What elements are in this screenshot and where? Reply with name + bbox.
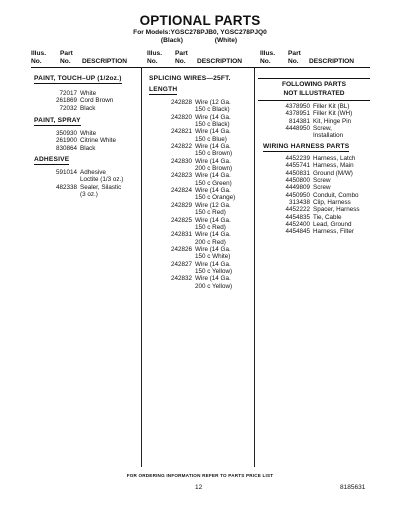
part-number: 482338 [55, 183, 77, 191]
list-item [149, 209, 235, 216]
part-number [149, 121, 192, 128]
paint-touch-up-list [34, 90, 113, 112]
part-number [149, 224, 192, 231]
part-description: Adhesive [80, 169, 106, 176]
paint-spray-heading: PAINT, SPRAY [34, 117, 81, 124]
part-label: Part [175, 50, 188, 57]
part-number: 261869 [55, 97, 77, 105]
part-description: Wire (14 Ga. [195, 231, 231, 239]
paint-spray-list [34, 130, 116, 152]
part-description: Wire (14 Ga. [195, 275, 231, 283]
list-item [34, 176, 123, 183]
wiring-harness-heading: WIRING HARNESS PARTS [263, 143, 350, 150]
color-white-label: (White) [214, 36, 238, 44]
adhesive-list [34, 169, 123, 198]
part-description: 200 c Yellow) [195, 282, 233, 290]
part-number [149, 209, 192, 216]
list-item [149, 231, 235, 238]
part-number: 242820 [170, 113, 192, 121]
part-description: Clip, Harness [313, 199, 351, 207]
part-number [149, 283, 192, 290]
illus-label: Illus. [31, 50, 47, 57]
part-description: Spacer, Harness [313, 206, 360, 214]
list-item [149, 202, 235, 209]
part-description: Wire (14 Ga. [195, 216, 231, 224]
description-label: DESCRIPTION [309, 58, 355, 65]
list-item [262, 228, 360, 235]
list-item [262, 103, 352, 110]
part-description: Screw, [313, 125, 332, 133]
part-number: 72017 [59, 90, 77, 97]
part-description: Wire (14 Ga. [195, 143, 231, 151]
part-description: Cord Brown [80, 97, 114, 105]
illus-no-label: No. [31, 58, 42, 65]
part-number: 4450950 [285, 191, 310, 199]
column-divider-2 [254, 67, 255, 467]
part-number: 242829 [170, 201, 192, 209]
column-divider-1 [141, 67, 142, 467]
part-description: Filler Kit (WH) [313, 110, 353, 118]
part-number: 4452400 [285, 221, 310, 229]
part-description: Harness, Latch [313, 155, 356, 162]
adhesive-heading: ADHESIVE [34, 156, 70, 163]
list-item [262, 125, 352, 132]
part-description: Conduit, Combo [313, 191, 359, 199]
part-description: Loctite (1/3 oz.) [80, 176, 124, 184]
part-description: 150 c Red) [195, 223, 226, 231]
part-description: 150 c Orange) [195, 194, 236, 202]
list-item [149, 275, 235, 282]
part-label: Part [288, 50, 301, 57]
part-description: Wire (14 Ga. [195, 157, 231, 165]
part-number [262, 132, 310, 139]
part-number: 242827 [170, 260, 192, 268]
part-number: 242821 [170, 128, 192, 136]
list-item [34, 169, 123, 176]
part-description: Sealer, Silastic [80, 183, 122, 191]
part-description: Tie, Cable [313, 213, 342, 221]
header-rule [31, 67, 370, 68]
part-number [149, 194, 192, 201]
list-item [262, 170, 360, 177]
list-item [262, 162, 360, 169]
page-number: 12 [195, 484, 203, 491]
paint-touch-up-heading: PAINT, TOUCH–UP (1/2oz.) [34, 75, 122, 82]
part-number: 4448950 [285, 125, 310, 133]
illus-label: Illus. [147, 50, 163, 57]
not-illustrated-list [262, 103, 352, 140]
list-item [149, 99, 235, 106]
part-description: 150 c Blue) [195, 135, 227, 143]
color-black-label: (Black) [160, 36, 183, 44]
list-item [149, 136, 235, 143]
part-number: 242832 [170, 275, 192, 283]
part-number: 4455741 [285, 162, 310, 170]
part-description: 150 c Black) [195, 121, 230, 129]
list-item [262, 177, 360, 184]
part-number: 242822 [170, 143, 192, 151]
part-number: 242823 [170, 172, 192, 180]
part-description: Wire (12 Ga. [195, 201, 231, 209]
part-description: Wire (14 Ga. [195, 260, 231, 268]
list-item [149, 106, 235, 113]
list-item [149, 158, 235, 165]
illus-label: Illus. [260, 50, 276, 57]
list-item [149, 150, 235, 157]
list-item [149, 172, 235, 179]
list-item [149, 268, 235, 275]
list-item [34, 105, 113, 112]
part-number [34, 176, 77, 183]
list-item [149, 261, 235, 268]
part-number: 4449809 [285, 184, 310, 192]
part-number [149, 239, 192, 246]
part-number: 242831 [170, 231, 192, 239]
list-item [34, 130, 116, 137]
part-description: 150 c White) [195, 253, 231, 261]
page-title: OPTIONAL PARTS [139, 13, 261, 28]
list-item [149, 143, 235, 150]
part-description: White [80, 130, 97, 137]
part-description: 150 c Black) [195, 106, 230, 114]
part-description: 150 c Yellow) [195, 267, 233, 275]
part-description: Wire (14 Ga. [195, 187, 231, 195]
part-description: Wire (14 Ga. [195, 128, 231, 136]
list-item [262, 110, 352, 117]
part-description: Wire (14 Ga. [195, 113, 231, 121]
part-description: White [80, 90, 97, 97]
part-label: Part [60, 50, 73, 57]
list-item [149, 194, 235, 201]
part-number: 814381 [288, 117, 310, 125]
part-number: 350930 [55, 130, 77, 137]
part-description: Wire (14 Ga. [195, 245, 231, 253]
part-number: 313438 [288, 199, 310, 207]
document-number: 8185631 [340, 484, 366, 491]
part-description: Screw [313, 184, 331, 192]
part-number: 242824 [170, 187, 192, 195]
list-item [149, 187, 235, 194]
part-number [149, 268, 192, 275]
part-description: Harness, Filter [313, 228, 354, 236]
part-number: 242830 [170, 157, 192, 165]
not-illustrated-heading-line2: NOT ILLUSTRATED [283, 89, 345, 97]
part-number: 242828 [170, 99, 192, 106]
list-item [149, 121, 235, 128]
part-description: (3 oz.) [80, 191, 98, 199]
part-description: 150 c Brown) [195, 150, 233, 158]
list-item [262, 192, 360, 199]
list-item [262, 132, 352, 139]
part-number: 4452222 [285, 206, 310, 214]
list-item [34, 90, 113, 97]
part-number: 261900 [55, 137, 77, 145]
list-item [149, 128, 235, 135]
list-item [262, 184, 360, 191]
part-number: 4452239 [285, 155, 310, 162]
description-label: DESCRIPTION [82, 58, 128, 65]
list-item [149, 217, 235, 224]
part-number [34, 191, 77, 198]
part-number [149, 106, 192, 113]
part-number: 591014 [55, 169, 77, 176]
list-item [34, 191, 123, 198]
part-description: Installation [313, 132, 344, 140]
not-illustrated-heading [258, 78, 370, 101]
list-item [149, 114, 235, 121]
part-description: Harness, Main [313, 162, 354, 170]
part-description: 200 c Brown) [195, 165, 233, 173]
part-number: 830864 [55, 144, 77, 152]
part-number: 242825 [170, 216, 192, 224]
color-legend [0, 37, 400, 45]
not-illustrated-heading-line1: FOLLOWING PARTS [282, 81, 346, 88]
list-item [149, 224, 235, 231]
list-item [262, 155, 360, 162]
list-item [34, 97, 113, 104]
list-item [34, 184, 123, 191]
part-description: 150 c Red) [195, 209, 226, 217]
list-item [149, 165, 235, 172]
illus-no-label: No. [260, 58, 271, 65]
part-description: Kit, Hinge Pin [313, 117, 352, 125]
part-description: Wire (14 Ga. [195, 172, 231, 180]
part-no-label: No. [60, 58, 71, 65]
part-no-label: No. [288, 58, 299, 65]
illus-no-label: No. [147, 58, 158, 65]
list-item [262, 214, 360, 221]
list-item [149, 180, 235, 187]
list-item [34, 145, 116, 152]
part-number: 4378950 [285, 103, 310, 110]
part-number: 4454845 [285, 228, 310, 236]
part-description: 150 c Green) [195, 179, 232, 187]
ordering-info-note: FOR ORDERING INFORMATION REFER TO PARTS PRICE LIST [126, 473, 274, 478]
model-list: For Models:YGSC278PJB0, YGSC278PJQ0 [133, 29, 267, 36]
splicing-wires-list [149, 99, 235, 290]
part-description: 200 c Red) [195, 238, 226, 246]
list-item [149, 253, 235, 260]
part-number: 4450800 [285, 177, 310, 185]
part-description: Ground (M/W) [313, 169, 353, 177]
part-description: Black [80, 144, 96, 152]
list-item [262, 199, 360, 206]
part-number: 242826 [170, 245, 192, 253]
part-description: Filler Kit (BL) [313, 103, 350, 110]
splicing-length-heading: LENGTH [149, 86, 178, 93]
list-item [262, 206, 360, 213]
list-item [34, 137, 116, 144]
part-number [149, 180, 192, 187]
part-number [149, 253, 192, 260]
part-number [149, 136, 192, 143]
list-item [262, 221, 360, 228]
wiring-harness-list [262, 155, 360, 236]
part-number: 72032 [59, 104, 77, 112]
model-subtitle [0, 29, 400, 44]
part-number: 4378951 [285, 110, 310, 118]
list-item [149, 246, 235, 253]
part-number [149, 165, 192, 172]
list-item [149, 239, 235, 246]
part-number [149, 150, 192, 157]
part-description: Screw [313, 177, 331, 185]
description-label: DESCRIPTION [197, 58, 243, 65]
part-number: 4450831 [285, 169, 310, 177]
part-description: Citrine White [80, 137, 117, 145]
list-item [149, 283, 235, 290]
part-no-label: No. [175, 58, 186, 65]
part-description: Black [80, 104, 96, 112]
part-description: Lead, Ground [313, 221, 352, 229]
list-item [262, 118, 352, 125]
part-description: Wire (12 Ga. [195, 99, 231, 106]
part-number: 4454835 [285, 213, 310, 221]
splicing-wires-heading: SPLICING WIRES—25FT. [149, 75, 231, 82]
